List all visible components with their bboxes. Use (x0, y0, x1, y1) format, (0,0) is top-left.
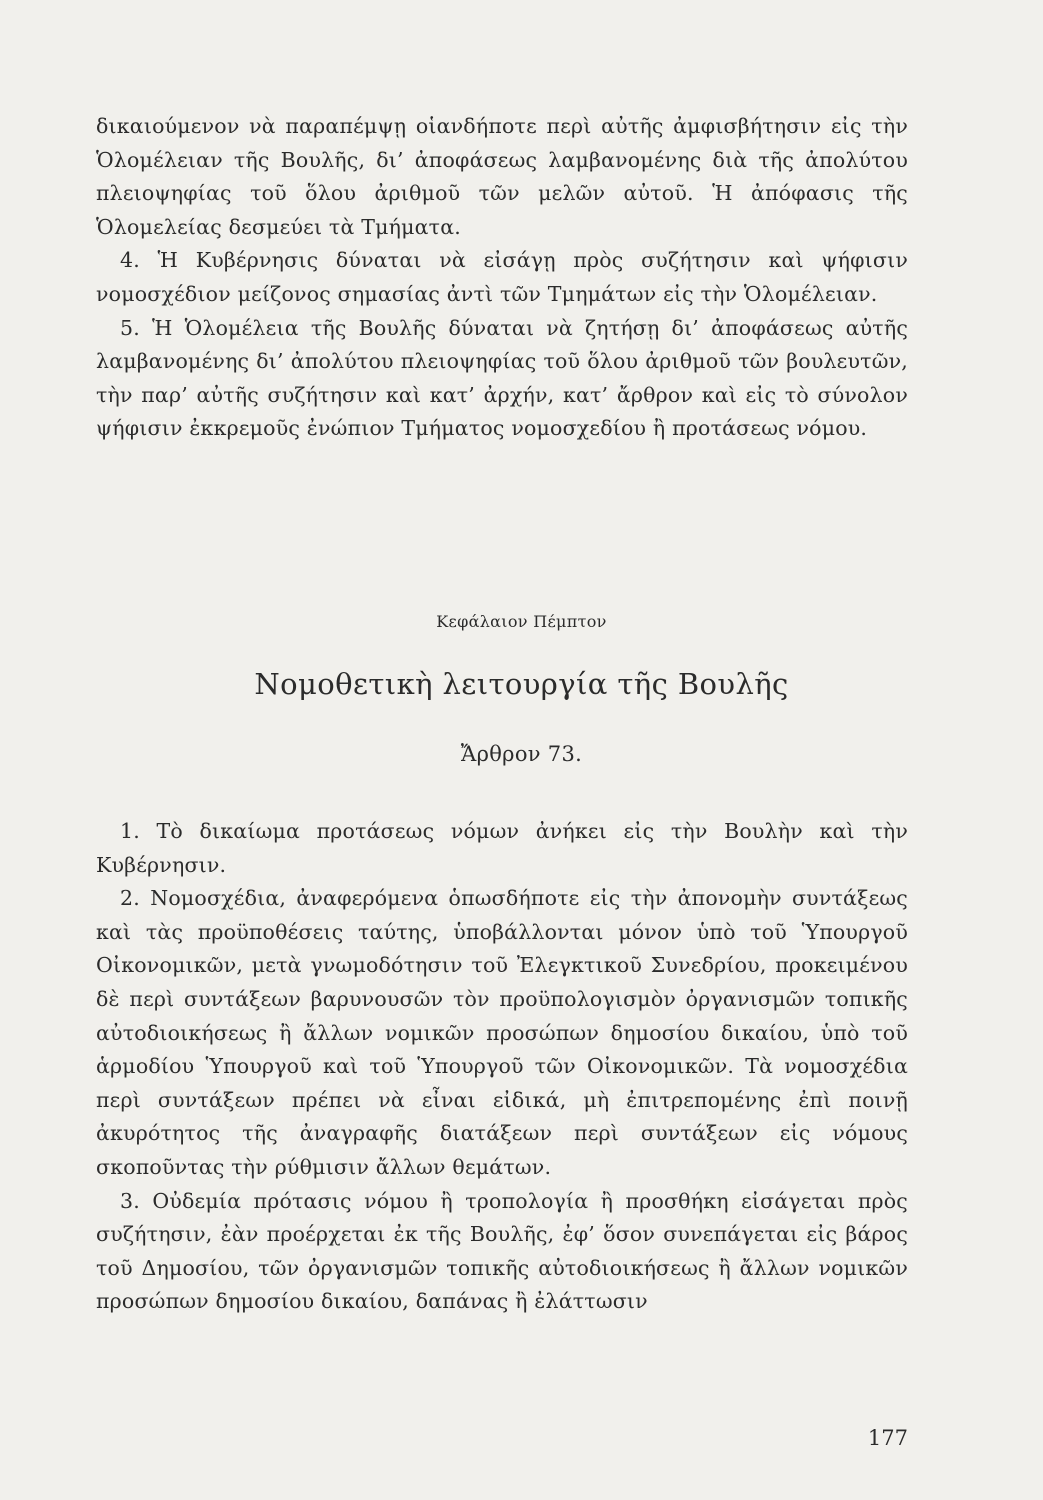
paragraph-item-4: 4. Ἡ Κυβέρνησις δύναται νὰ εἰσάγῃ πρὸς συζήτησιν καὶ ψήφισιν νομοσχέδιον μείζονος σημασίας ἀντὶ τῶν Τμημάτων εἰς τὴν Ὁλομέλειαν. (96, 248, 908, 306)
article-paragraph-2: 2. Νομοσχέδια, ἀναφερόμενα ὁπωσδήποτε εἰς τὴν ἀπονομὴν συντάξεως καὶ τὰς προϋποθέσεις ταύτης, ὑποβάλλονται μόνον ὑπὸ τοῦ Ὑπουργοῦ Οἰκονομικῶν, μετὰ γνωμοδότησιν τοῦ Ἐλεγκτικοῦ Συνεδρίου, προκειμένου δὲ περὶ συντάξεων βαρυνουσῶν τὸν προϋπολογισμὸν ὀργανισμῶν τοπικῆς αὐτοδιοικήσεως ἢ ἄλλων νομικῶν προσώπων δημοσίου δικαίου, ὑπὸ τοῦ ἁρμοδίου Ὑπουργοῦ καὶ τοῦ Ὑπουργοῦ τῶν Οἰκονομικῶν. Τὰ νομοσχέδια περὶ συντάξεων πρέπει νὰ εἶναι εἰδικά, μὴ ἐπιτρεπομένης ἐπὶ ποινῇ ἀκυρότητος τῆς ἀναγραφῆς διατάξεων περὶ συντάξεων εἰς νόμους σκοποῦντας τὴν ρύθμισιν ἄλλων θεμάτων. (96, 886, 908, 1179)
section-heading: Νομοθετικὴ λειτουργία τῆς Βουλῆς (254, 667, 789, 701)
chapter-label: Κεφάλαιον Πέμπτον (436, 612, 607, 631)
page-number: 177 (867, 1426, 908, 1450)
article-title: Ἄρθρον 73. (460, 742, 583, 766)
paragraph-item-5: 5. Ἡ Ὁλομέλεια τῆς Βουλῆς δύναται νὰ ζητήσῃ δι’ ἀποφάσεως αὐτῆς λαμβανομένης δι’ ἀπολύτου πλειοψηφίας τοῦ ὅλου ἀριθμοῦ τῶν βουλευτῶν, τὴν παρ’ αὐτῆς συζήτησιν καὶ κατ’ ἀρχήν, κατ’ ἄρθρον καὶ εἰς τὸ σύνολον ψήφισιν ἐκκρεμοῦς ἐνώπιον Τμήματος νομοσχεδίου ἢ προτάσεως νόμου. (96, 315, 908, 441)
text-block-article (96, 815, 908, 1319)
article-paragraph-1: 1. Τὸ δικαίωμα προτάσεως νόμων ἀνήκει εἰς τὴν Βουλὴν καὶ τὴν Κυβέρνησιν. (96, 819, 908, 877)
text-block-top (96, 110, 908, 446)
paragraph-continuation: δικαιούμενον νὰ παραπέμψῃ οἱανδήποτε περὶ αὐτῆς ἀμφισβήτησιν εἰς τὴν Ὁλομέλειαν τῆς Βουλῆς, δι’ ἀποφάσεως λαμβανομένης διὰ τῆς ἀπολύτου πλειοψηφίας τοῦ ὅλου ἀριθμοῦ τῶν μελῶν αὐτοῦ. Ἡ ἀπόφασις τῆς Ὁλομελείας δεσμεύει τὰ Τμήματα. (96, 114, 908, 239)
article-paragraph-3: 3. Οὐδεμία πρότασις νόμου ἢ τροπολογία ἢ προσθήκη εἰσάγεται πρὸς συζήτησιν, ἐὰν προέρχεται ἐκ τῆς Βουλῆς, ἐφ’ ὅσον συνεπάγεται εἰς βάρος τοῦ Δημοσίου, τῶν ὀργανισμῶν τοπικῆς αὐτοδιοικήσεως ἢ ἄλλων νομικῶν προσώπων δημοσίου δικαίου, δαπάνας ἢ ἐλάττωσιν (96, 1188, 908, 1314)
